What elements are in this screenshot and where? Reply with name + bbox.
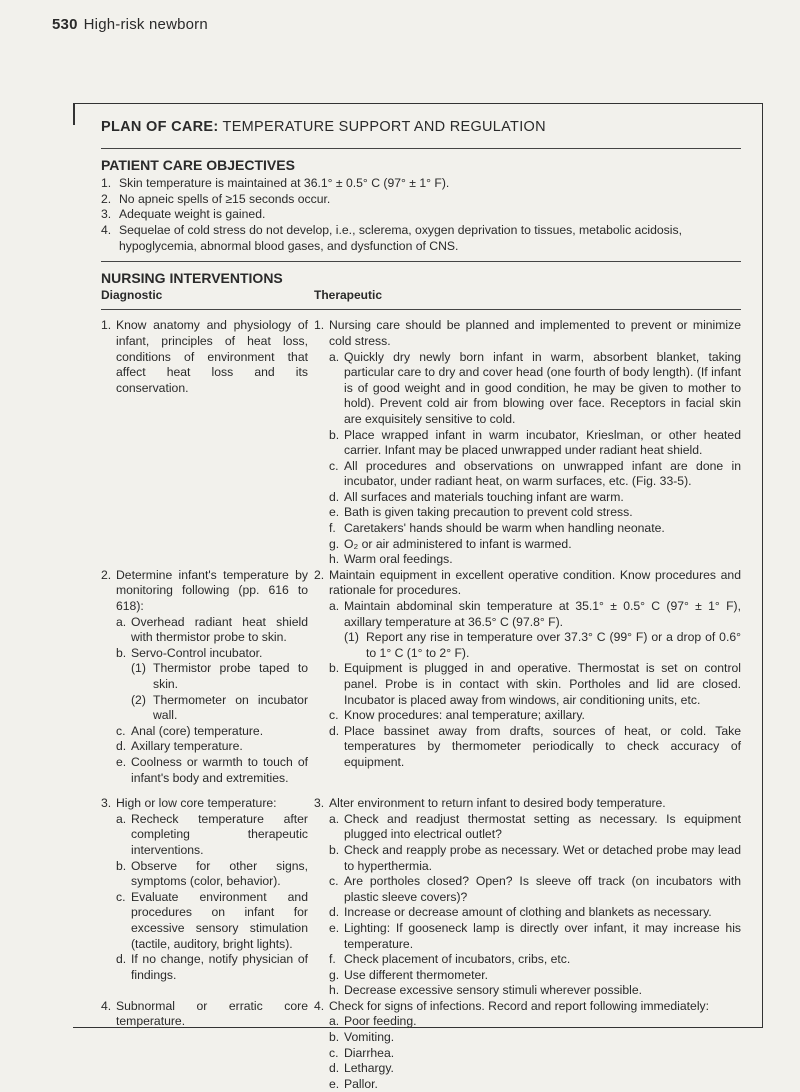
sub-item-text: Check and readjust thermostat setting as necessary. Is equipment plugged into electrical outlet? (344, 811, 741, 842)
therapeutic-cell (314, 568, 741, 786)
therapeutic-item-text (314, 796, 741, 812)
diagnostic-cell (101, 796, 314, 999)
sub-item-label: a. (329, 1014, 340, 1029)
sub-item (329, 661, 741, 708)
sub-item-text: Place wrapped infant in warm incubator, Krieslman, or other heated carrier. Infant may be placed unwrapped under radiant heat shield. (344, 427, 741, 458)
running-title: High-risk newborn (83, 16, 208, 33)
sub-item-text: Recheck temperature after completing therapeutic interventions. (131, 811, 308, 857)
sub-item-text: Poor feeding. (344, 1014, 417, 1029)
sub-item-label: d. (116, 739, 127, 754)
sub-item-label: a. (329, 811, 340, 826)
sub-item (329, 1046, 741, 1062)
sub-item (329, 1077, 741, 1092)
box-left-edge (73, 103, 75, 125)
therapeutic-item (314, 318, 741, 568)
item-text: Determine infant's temperature by monitoring following (pp. 616 to 618): (116, 567, 308, 614)
therapeutic-cell (314, 318, 741, 568)
therapeutic-cell (314, 796, 741, 999)
intervention-row (101, 796, 741, 999)
sub-item-text: Thermometer on incubator wall. (153, 692, 308, 723)
sub-item (116, 859, 308, 890)
objective-number: 4. (101, 222, 112, 237)
item-number: 1. (314, 318, 325, 333)
sub-item (116, 739, 308, 755)
item-text: Maintain equipment in excellent operative condition. Know procedures and rationale for procedures. (329, 567, 741, 598)
objective-item (101, 207, 741, 223)
sub-item-label: e. (329, 505, 340, 520)
sub-sub-item (131, 693, 308, 724)
intervention-row (101, 999, 741, 1092)
sub-item-text: Lighting: If gooseneck lamp is directly over infant, it may increase his temperature. (344, 920, 741, 951)
sub-item-text: All surfaces and materials touching infant are warm. (344, 489, 624, 504)
sub-item (329, 521, 741, 537)
sub-item-text: Evaluate environment and procedures on infant for excessive sensory stimulation (tactile, auditory, bright lights). (131, 889, 308, 951)
sub-item-text: Place bassinet away from drafts, sources of heat, or cold. Take temperatures by thermometer periodically to check accuracy of equipment. (344, 723, 741, 769)
diagnostic-item (101, 568, 308, 786)
sub-item (329, 812, 741, 843)
sub-item-text: Anal (core) temperature. (131, 723, 264, 738)
sub-item (329, 921, 741, 952)
sub-item-label: c. (329, 874, 339, 889)
therapeutic-item (314, 999, 741, 1092)
interventions-table (101, 318, 741, 1092)
item-text: High or low core temperature: (116, 796, 277, 811)
sub-item (116, 952, 308, 983)
sub-item-label: a. (116, 811, 127, 826)
objective-text: Skin temperature is maintained at 36.1° ± 0.5° C (97° ± 1° F). (119, 176, 450, 191)
diagnostic-header: Diagnostic (101, 287, 163, 302)
interventions-heading: NURSING INTERVENTIONS (101, 270, 283, 287)
sub-item-text: All procedures and observations on unwrapped infant are done in incubator, under radiant heat, on warm surfaces, etc. (Fig. 33-5). (344, 458, 741, 489)
intervention-row (101, 568, 741, 786)
plan-title-bold: PLAN OF CARE: (101, 119, 219, 135)
sub-item-label: (1) (131, 661, 146, 676)
sub-item-label: d. (329, 489, 340, 504)
item-number: 3. (314, 796, 325, 811)
sub-item-text: Equipment is plugged in and operative. Thermostat is set on control panel. Probe is in contact with skin. Portholes and lid are closed. Incubator is placed away from windows, air conditioning units, etc. (344, 661, 741, 707)
divider (101, 309, 741, 310)
sub-item-label: d. (329, 905, 340, 920)
divider (101, 261, 741, 262)
therapeutic-item (314, 796, 741, 999)
sub-item-text: If no change, notify physician of findings. (131, 952, 308, 982)
therapeutic-header: Therapeutic (314, 287, 383, 302)
sub-item-label: e. (116, 754, 127, 769)
item-number: 2. (101, 567, 112, 582)
sub-item-label: h. (329, 983, 340, 998)
objectives-list (101, 176, 741, 254)
item-text: Check for signs of infections. Record and report following immediately: (329, 998, 710, 1013)
sub-sub-item (344, 630, 741, 661)
sub-item (329, 537, 741, 553)
sub-item-label: c. (329, 1045, 339, 1060)
intervention-row (101, 318, 741, 568)
sub-item (329, 968, 741, 984)
sub-item-text: Servo-Control incubator. (131, 645, 263, 660)
sub-item-label: (1) (344, 630, 359, 645)
diagnostic-item (101, 318, 308, 396)
sub-item-label: c. (116, 889, 126, 904)
sub-item (329, 708, 741, 724)
diagnostic-item (101, 796, 308, 983)
sub-item-label: h. (329, 552, 340, 567)
diagnostic-item-text (101, 568, 308, 615)
sub-item-text: Check and reapply probe as necessary. Wet or detached probe may lead to hyperthermia. (344, 842, 741, 873)
objectives-heading: PATIENT CARE OBJECTIVES (101, 156, 295, 173)
sub-item (329, 1030, 741, 1046)
objective-text: Sequelae of cold stress do not develop, i.e., sclerema, oxygen deprivation to tissues, metabolic acidosis, hypoglycemia, abnormal blood gases, and dysfunction of CNS. (119, 222, 682, 253)
sub-item-text: Maintain abdominal skin temperature at 35.1° ± 0.5° C (97° ± 1° F), axillary temperature at 36.5° C (97.8° F). (344, 599, 741, 629)
sub-item (329, 490, 741, 506)
sub-item (329, 983, 741, 999)
sub-item-label: e. (329, 1076, 340, 1091)
item-number: 1. (101, 318, 112, 333)
objective-text: Adequate weight is gained. (119, 207, 266, 222)
plan-title (101, 120, 741, 136)
plan-content (101, 120, 741, 1092)
therapeutic-item-text (314, 568, 741, 599)
sub-item-label: b. (329, 661, 340, 676)
sub-item-text: Thermistor probe taped to skin. (153, 661, 308, 691)
sub-item (329, 552, 741, 568)
item-text: Alter environment to return infant to desired body temperature. (329, 796, 666, 811)
sub-item (329, 505, 741, 521)
sub-item-label: g. (329, 967, 340, 982)
sub-item-text: Report any rise in temperature over 37.3° C (99° F) or a drop of 0.6° to 1° C (1° to 2° F). (366, 630, 741, 660)
sub-item (116, 615, 308, 646)
sub-item-label: b. (116, 645, 127, 660)
objective-item (101, 223, 741, 254)
sub-item (329, 724, 741, 771)
objective-item (101, 192, 741, 208)
sub-item-label: f. (329, 521, 336, 536)
sub-item-label: e. (329, 920, 340, 935)
sub-item-label: b. (329, 842, 340, 857)
sub-item-text: Use different thermometer. (344, 967, 489, 982)
running-head (52, 16, 208, 33)
objective-number: 3. (101, 207, 112, 222)
sub-item (329, 599, 741, 630)
sub-item (329, 874, 741, 905)
therapeutic-item-text (314, 999, 741, 1015)
sub-item-text: Vomiting. (344, 1030, 395, 1045)
sub-item-text: Lethargy. (344, 1061, 394, 1076)
item-number: 2. (314, 567, 325, 582)
item-text: Know anatomy and physiology of infant, principles of heat loss, conditions of environment that affect heat loss and its conservation. (116, 318, 308, 395)
sub-item-label: b. (329, 1030, 340, 1045)
page-number: 530 (52, 16, 78, 33)
diagnostic-cell (101, 568, 314, 786)
diagnostic-cell (101, 999, 314, 1092)
sub-item-label: b. (329, 427, 340, 442)
diagnostic-item-text (101, 318, 308, 396)
objective-number: 1. (101, 176, 112, 191)
sub-item-text: Axillary temperature. (131, 739, 243, 754)
sub-item-text: Diarrhea. (344, 1045, 395, 1060)
sub-item-label: c. (329, 458, 339, 473)
sub-item (329, 952, 741, 968)
therapeutic-cell (314, 999, 741, 1092)
item-text: Nursing care should be planned and implemented to prevent or minimize cold stress. (329, 318, 741, 348)
sub-item (329, 350, 741, 428)
item-number: 3. (101, 796, 112, 811)
plan-title-rest: TEMPERATURE SUPPORT AND REGULATION (218, 119, 546, 135)
sub-item-text: Check placement of incubators, cribs, etc. (344, 952, 571, 967)
objective-item (101, 176, 741, 192)
objective-number: 2. (101, 191, 112, 206)
item-number: 4. (101, 998, 112, 1013)
sub-item-label: a. (329, 599, 340, 614)
item-text: Subnormal or erratic core temperature. (116, 998, 308, 1029)
sub-item-text: Decrease excessive sensory stimuli wherever possible. (344, 983, 643, 998)
sub-item-label: a. (329, 349, 340, 364)
sub-item (329, 428, 741, 459)
sub-item-text: Quickly dry newly born infant in warm, absorbent blanket, taking particular care to dry and cover head (one fourth of body length). (If infant is of good weight and in good condition, he may be given to mother to hold). Prevent cold air from blowing over face. Receptors in facial skin are exquisitely sensitive to cold. (344, 349, 741, 426)
column-headers (101, 288, 741, 304)
diagnostic-item (101, 999, 308, 1030)
sub-item-text: Increase or decrease amount of clothing and blankets as necessary. (344, 905, 712, 920)
sub-item-label: d. (116, 952, 127, 967)
sub-item-label: a. (116, 614, 127, 629)
sub-item (329, 905, 741, 921)
sub-item-label: f. (329, 952, 336, 967)
objective-text: No apneic spells of ≥15 seconds occur. (119, 191, 331, 206)
diagnostic-cell (101, 318, 314, 568)
sub-item-text: Know procedures: anal temperature; axillary. (344, 708, 585, 723)
diagnostic-item-text (101, 796, 308, 812)
divider (101, 148, 741, 149)
therapeutic-item-text (314, 318, 741, 349)
sub-item-label: b. (116, 858, 127, 873)
sub-item-text: Caretakers' hands should be warm when handling neonate. (344, 521, 665, 536)
sub-item-label: c. (116, 723, 126, 738)
sub-item-label: c. (329, 708, 339, 723)
sub-item (116, 890, 308, 952)
sub-item-text: Pallor. (344, 1076, 378, 1091)
sub-item (329, 1014, 741, 1030)
sub-item (329, 843, 741, 874)
sub-item-text: Are portholes closed? Open? Is sleeve off track (on incubators with plastic sleeve covers)? (344, 874, 741, 904)
sub-item-label: g. (329, 536, 340, 551)
sub-item (329, 459, 741, 490)
sub-item-text: Overhead radiant heat shield with thermistor probe to skin. (131, 614, 308, 645)
sub-sub-item (131, 661, 308, 692)
sub-item-label: d. (329, 1061, 340, 1076)
sub-item (116, 646, 308, 662)
sub-item-text: Warm oral feedings. (344, 552, 453, 567)
sub-item-label: d. (329, 723, 340, 738)
sub-item (116, 812, 308, 859)
sub-item-text: Bath is given taking precaution to prevent cold stress. (344, 505, 633, 520)
sub-item (116, 724, 308, 740)
therapeutic-item (314, 568, 741, 771)
sub-item-label: (2) (131, 692, 146, 707)
sub-item (116, 755, 308, 786)
diagnostic-item-text (101, 999, 308, 1030)
sub-item-text: Observe for other signs, symptoms (color, behavior). (131, 858, 308, 889)
item-number: 4. (314, 998, 325, 1013)
sub-item-text: O₂ or air administered to infant is warmed. (344, 536, 572, 551)
sub-item-text: Coolness or warmth to touch of infant's body and extremities. (131, 754, 308, 785)
